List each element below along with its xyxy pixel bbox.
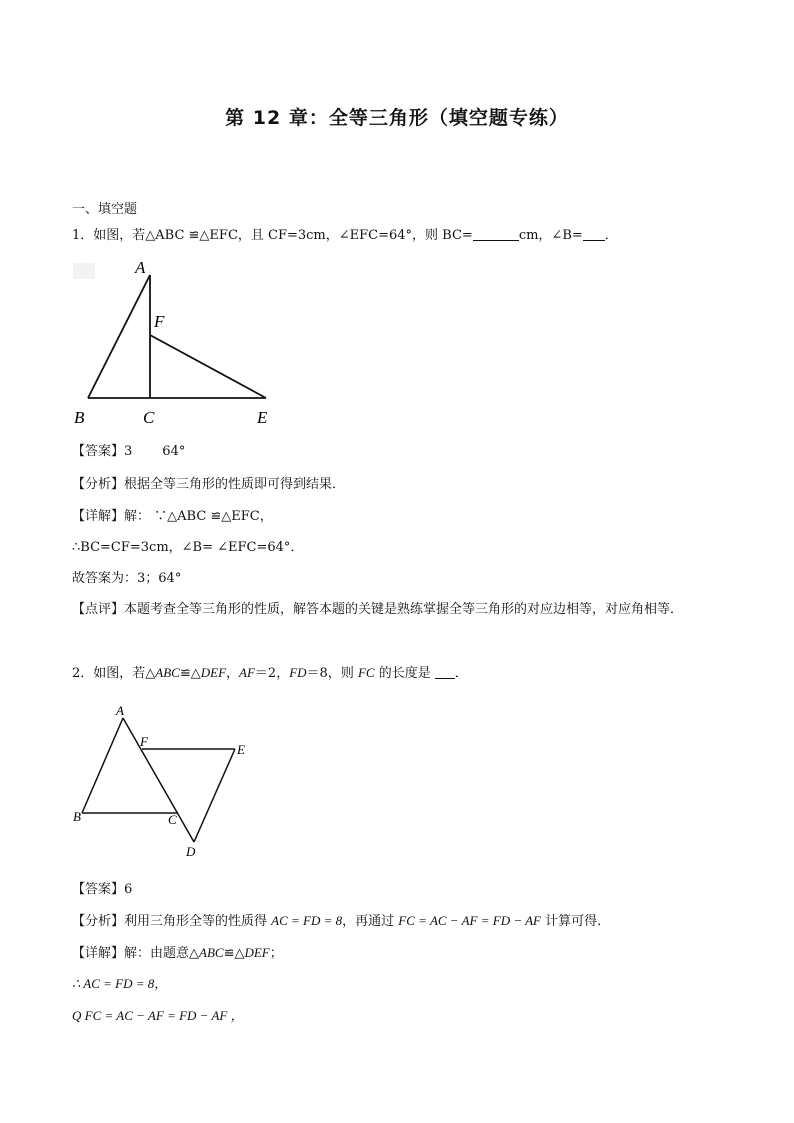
formula: AC = FD = 8: [271, 913, 343, 928]
segment-ab: [88, 275, 150, 398]
answer-blank: [473, 228, 519, 241]
math-term: FD: [289, 665, 307, 680]
analysis-text: 计算可得．: [541, 914, 611, 929]
detail-tag: 【详解】: [72, 946, 125, 961]
analysis-tag: 【分析】: [72, 477, 125, 492]
detail-line-3: 故答案为：3；64°: [72, 571, 182, 586]
analysis-text: ，再通过: [342, 914, 399, 929]
question-text: 如图，若△: [93, 666, 156, 681]
math-term: ABC: [155, 665, 180, 680]
question-text: ≌△: [179, 666, 201, 681]
answer-blank: [435, 666, 455, 679]
figure-q2: [70, 698, 270, 863]
formula: FC = AC − AF = FD − AF: [398, 913, 541, 928]
answer-tag: 【答案】: [72, 882, 125, 897]
analysis-line-2: [72, 912, 610, 931]
math-term: DEF: [200, 665, 227, 680]
label-e: E: [257, 408, 268, 427]
segment-fe: [150, 335, 266, 398]
segment-ed: [194, 749, 235, 842]
question-text: 的长度是: [374, 666, 435, 681]
answer-tag: 【答案】: [72, 444, 125, 459]
math-term: FC: [357, 665, 375, 680]
analysis-text: 利用三角形全等的性质得: [124, 914, 272, 929]
detail-tag: 【详解】: [72, 509, 125, 524]
detail-line-1: [72, 508, 273, 526]
question-1: [72, 227, 618, 245]
label-f: F: [140, 734, 148, 749]
comment-text: 本题考查全等三角形的性质，解答本题的关键是熟练掌握全等三角形的对应边相等，对应角相等．: [124, 602, 684, 617]
question-number: 2．: [72, 666, 94, 681]
answer-line-2: [72, 881, 132, 899]
question-text: ．: [454, 666, 468, 681]
detail-text: 解： ∵△ABC ≌△EFC，: [124, 509, 273, 524]
scan-mark: [73, 263, 95, 279]
label-f: F: [154, 312, 165, 331]
detail-text: 解：由题意△: [124, 946, 200, 961]
detail-line-2b: ∴ AC = FD = 8，: [72, 976, 168, 991]
comment-line-1: [72, 601, 683, 619]
answer-value: 3: [124, 444, 133, 459]
answer-value: 6: [124, 882, 133, 897]
question-text: ＝8，则: [306, 666, 358, 681]
answer-value: 64°: [162, 444, 186, 459]
answer-blank: [583, 228, 605, 241]
label-c: C: [143, 408, 155, 427]
question-text: 如图，若△ABC ≌△EFC，且 CF=3cm，∠EFC=64°，则 BC=: [93, 228, 473, 243]
label-a: A: [116, 703, 124, 718]
question-text: ．: [604, 228, 618, 243]
label-d: D: [186, 844, 196, 859]
math-term: AF: [239, 665, 255, 680]
detail-line-2c: Q FC = AC − AF = FD − AF ，: [72, 1008, 244, 1023]
page-title: 第 12 章：全等三角形（填空题专练）: [225, 107, 569, 129]
label-a: A: [135, 258, 146, 277]
label-b: B: [74, 408, 85, 427]
section-heading: 一、填空题: [72, 202, 138, 217]
math-term: ABC: [199, 945, 224, 960]
segment-ad: [123, 718, 194, 842]
analysis-line-1: [72, 476, 345, 494]
detail-text: ；: [269, 946, 283, 961]
analysis-text: 根据全等三角形的性质即可得到结果．: [124, 477, 346, 492]
answer-line-1: [72, 443, 185, 461]
segment-ab: [82, 718, 123, 813]
label-e: E: [237, 742, 245, 757]
question-text: cm，∠B=: [518, 228, 583, 243]
question-number: 1．: [72, 228, 94, 243]
detail-text: ≌△: [223, 946, 245, 961]
detail-line-2a: [72, 944, 283, 963]
detail-line-2: ∴BC=CF=3cm，∠B= ∠EFC=64°．: [72, 540, 304, 555]
question-2: [72, 664, 468, 683]
figure-q1: [70, 255, 290, 430]
analysis-tag: 【分析】: [72, 914, 125, 929]
question-text: ＝2，: [254, 666, 290, 681]
math-term: DEF: [244, 945, 270, 960]
question-text: ，: [226, 666, 240, 681]
label-b: B: [73, 809, 81, 824]
label-c: C: [168, 812, 177, 827]
comment-tag: 【点评】: [72, 602, 125, 617]
